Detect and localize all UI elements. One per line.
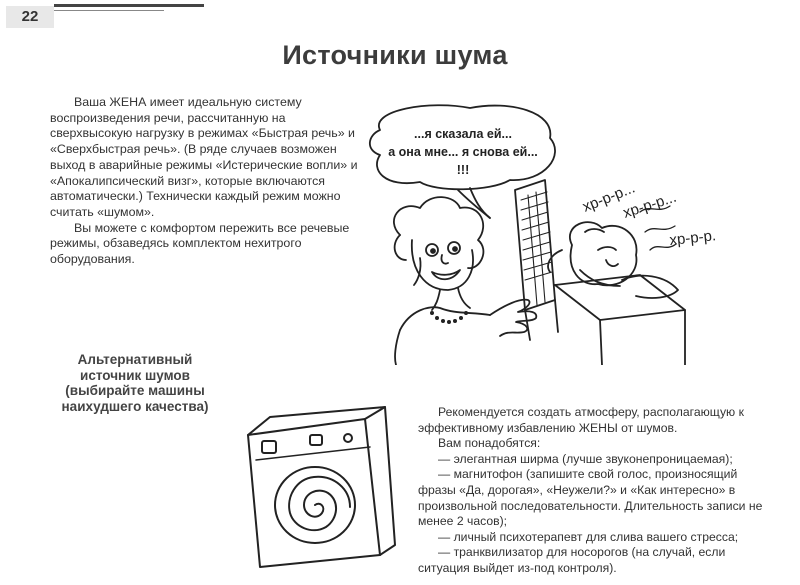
woman-hair (394, 197, 484, 268)
recommendations-need: Вам понадобятся: (438, 436, 541, 451)
recommendation-item-4: — транквилизатор для носорогов (на случай, если ситуация выйдет из-под контроля). (418, 545, 726, 575)
recommendation-item-2: — магнитофон (запишите свой голос, произносящий фразы «Да, дорогая», «Неужели?» и «Как интересно» в произвольной последовательности. Длительность записи не менее 2 часов); (418, 467, 763, 529)
speech-line-2: а она мне... я снова ей... (388, 145, 538, 159)
recommendations-lead: Рекомендуется создать атмосферу, располагающую к эффективному избавлению ЖЕНЫ от шумов. (418, 405, 744, 435)
woman-hand (490, 300, 536, 336)
recommendation-item-3: — личный психотерапевт для слива вашего стресса; (438, 529, 739, 544)
washing-machine-illustration (240, 405, 400, 575)
caption-line-3: (выбирайте машины (65, 383, 205, 398)
recommendations-text (418, 405, 778, 577)
washer-caption (30, 352, 240, 414)
snore-text-3: хр-р-р. (668, 227, 717, 249)
sleeping-man-arm (622, 276, 678, 298)
washer-control-knob (262, 441, 276, 453)
recommendation-item-1: — элегантная ширма (лучше звуконепроницаемая); (438, 451, 733, 466)
page-title: Источники шума (282, 40, 508, 70)
washer-drum-spiral (289, 477, 350, 530)
intro-paragraph-2: Вы можете с комфортом пережить все речевые режимы, обзаведясь комплектом нехитрого оборудования. (50, 220, 350, 267)
caption-line-1: Альтернативный (77, 352, 193, 367)
caption-line-2: источник шумов (80, 367, 190, 383)
intro-paragraph-1: Ваша ЖЕНА имеет идеальную систему воспроизведения речи, рассчитанную на сверхвысокую нагрузку в режимах «Быстрая речь» и «Сверхбыстрая речь». (В ряде случаев возможен выход в аварийные режимы «Истерические вопли» и «Апокалипсический визг», которые включаются автоматически.) Технически каждый режим можно считать «шумом». (50, 95, 358, 219)
speech-line-3: !!! (456, 163, 470, 177)
intro-text (50, 95, 370, 268)
speech-line-1: ...я сказала ей... (414, 127, 512, 141)
header-rule-thin (54, 10, 164, 11)
snore-text-1: хр-р-р... (580, 179, 638, 216)
cartoon-illustration (340, 100, 780, 365)
page-number: 22 (6, 6, 54, 28)
woman-body (400, 307, 490, 330)
caption-line-4: наихудшего качества) (61, 398, 209, 414)
table-box (555, 275, 685, 365)
woman-mouth (432, 270, 460, 279)
snore-text-2: хр-р-р... (620, 188, 679, 222)
header-rule (54, 4, 204, 7)
